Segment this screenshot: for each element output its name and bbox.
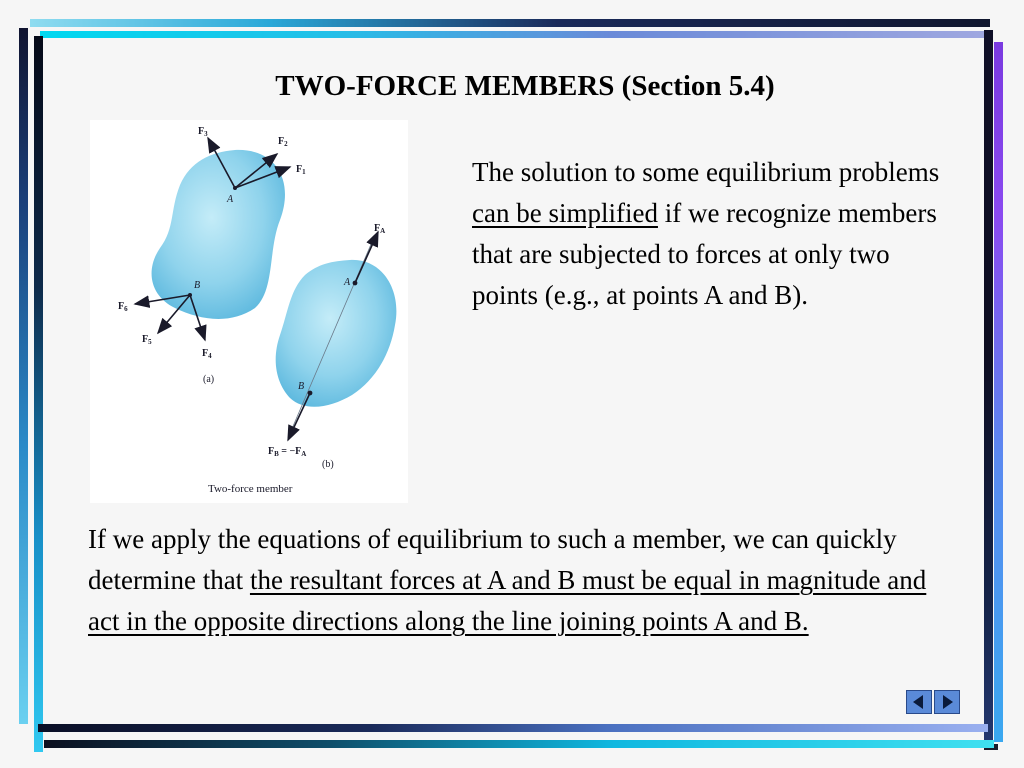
slide-title: TWO-FORCE MEMBERS (Section 5.4) [275, 70, 775, 102]
label-f4: $F_4$ [202, 348, 212, 360]
frame-bar-right-outer [984, 30, 993, 746]
label-point-a: A [227, 194, 234, 205]
point-a-marker [233, 186, 237, 190]
frame-bar-bottom-inner [44, 740, 994, 748]
slide-navigation [906, 690, 960, 714]
triangle-left-icon [911, 694, 927, 710]
label-f2: $F_2$ [278, 136, 288, 148]
frame-bar-right-inner [994, 42, 1003, 742]
paragraph-simplified [472, 152, 942, 316]
label-a-caption: (a) [203, 374, 215, 385]
label-f5: $F_5$ [142, 334, 152, 346]
paragraph-equilibrium [88, 519, 958, 642]
label-point-b: B [194, 280, 201, 291]
para1-underlined: can be simplified [472, 198, 658, 228]
para2-text-1: If we apply the equations of equilibrium to such a member, we can quickly determine that [88, 524, 897, 595]
point-a-b-marker [353, 281, 358, 286]
figure-svg [90, 120, 408, 503]
label-fb-equation: $F_B = -F_A$ [268, 446, 307, 458]
label-fa: $F_A$ [374, 223, 386, 235]
point-b-marker [188, 293, 192, 297]
figure-caption: Two-force member [208, 483, 293, 495]
point-b-b-marker [308, 391, 313, 396]
frame-bar-left-inner [34, 36, 43, 752]
para1-text-2: if we recognize members that are subjected to forces at only two points (e.g., at points A and B). [472, 198, 937, 310]
para2-underlined: the resultant forces at A and B must be equal in magnitude and act in the opposite directions along the line joining points A and B. [88, 565, 927, 636]
frame-bar-bottom-outer [38, 724, 988, 732]
frame-bar-top-inner [40, 31, 992, 38]
next-slide-button[interactable] [934, 690, 960, 714]
frame-bar-left-outer [19, 28, 28, 724]
label-point-b-b: B [298, 381, 305, 392]
two-force-member-figure [90, 120, 408, 503]
frame-bar-top-outer [30, 19, 990, 27]
label-point-a-b: A [344, 277, 351, 288]
triangle-right-icon [939, 694, 955, 710]
label-f1: $F_1$ [296, 164, 306, 176]
label-b-caption: (b) [322, 459, 334, 470]
para1-text-1: The solution to some equilibrium problems [472, 157, 940, 187]
body-b-shape [276, 260, 397, 407]
label-f6: $F_6$ [118, 301, 128, 313]
label-f3: $F_3$ [198, 126, 208, 138]
prev-slide-button[interactable] [906, 690, 932, 714]
body-a-shape [152, 150, 285, 319]
